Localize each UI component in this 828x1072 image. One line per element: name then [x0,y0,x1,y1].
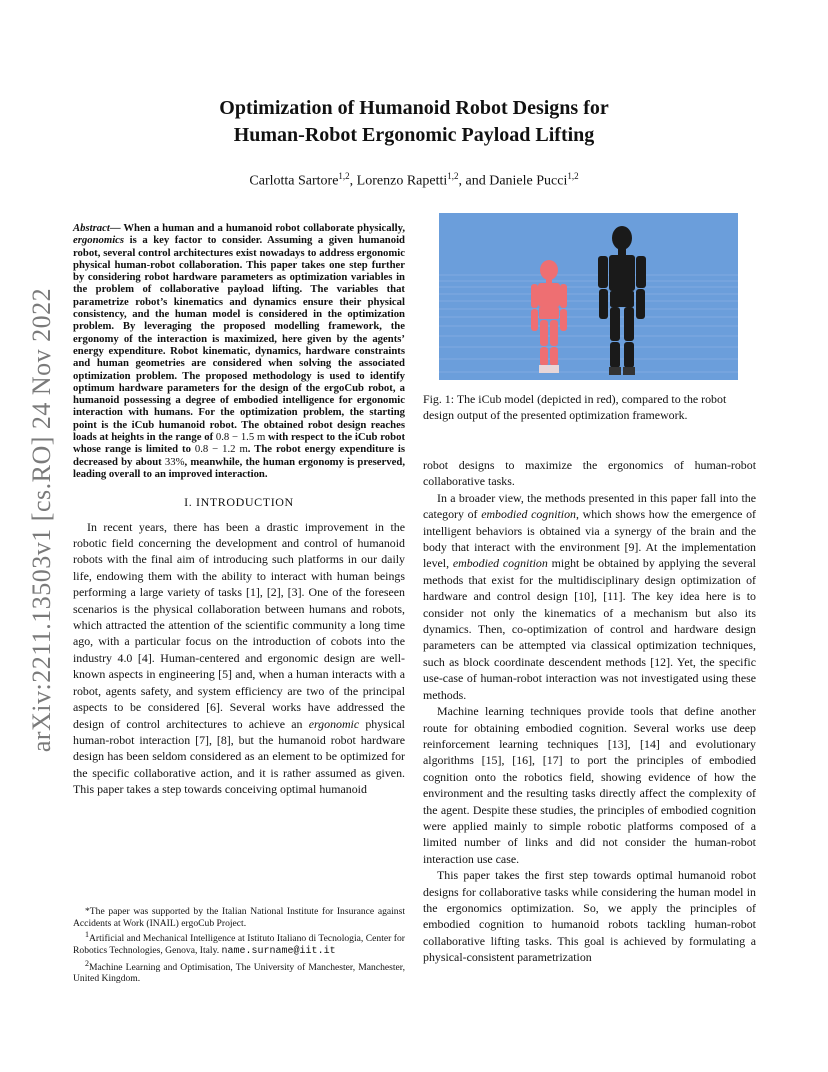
paragraph-text: In recent years, there has been a drastic improvement in the robotic field concerning the development and control of humanoid robots with the final aim of introducing such platforms in our daily life, endowing them with the ability to interact with human beings performing a large variety of tasks [1], [2], [3]. One of the foreseen scenarios is the physical collaboration between humans and robots, which attracted the attention of the scientific community a long time ago, with a particular focus on the introduction of cobots into the industry 4.0 [4]. Human-centered and ergonomic design are well-known aspects in engineering [5] and, when a human interacts with a robot, agents safety, and system efficiency are two of the principal aspects to be considered [6]. Several works have addressed the design of control architectures to achieve an [73,519,405,731]
footnote-marker: 1 [85,930,89,940]
footnote-text: Artificial and Mechanical Intelligence at Istituto Italiano di Tecnologia, Center for Robotics Technologies, Genova, Italy. [73,933,405,956]
abstract-text: , meanwhile, the human ergonomy is preserved, leading overall to an improved interaction. [73,455,405,480]
contribution-paragraph: This paper takes the first step towards optimal humanoid robot designs for collaborative tasks while considering the human model in the ergonomics optimization. So, we apply the principles of embodied cognition to humanoid robots tackling human-robot collaborative lifting tasks. This goal is achieved by formulating a physical-consistent parametrization [423,868,756,965]
title-line-2: Human-Robot Ergonomic Payload Lifting [233,124,595,146]
author-affiliation: 1,2 [338,171,350,181]
footnotes [73,906,405,985]
abstract-math: 0.8 − 1.5 m [215,431,266,444]
embodied-cognition-paragraph [423,490,756,703]
abstract-text: with respect to the iCub robot whose range is limited to [73,431,405,456]
author-list [0,171,828,190]
author-name: Carlotta Sartore [249,173,339,189]
paragraph-text: physical human-robot interaction [7], [8], but the humanoid robot hardware design has been seldom considered as an element to be optimized for the specific collaborative action, and it is rather assumed as given. This paper takes a step towards conceiving optimal humanoid [73,716,405,797]
left-column [73,222,405,798]
footnote-text: Machine Learning and Optimisation, The University of Manchester, Manchester, United Kingdom. [73,961,405,985]
title-line-1: Optimization of Humanoid Robot Designs for [219,97,609,119]
footnote-affiliation-2 [73,958,405,985]
author-affiliation: 1,2 [567,171,579,181]
paragraph-emphasis: ergonomic [308,716,360,731]
figure-robot-render [439,213,738,380]
abstract-text: — When a human and a humanoid robot collaborate physically, [109,222,405,234]
author-affiliation: 1,2 [447,171,459,181]
paper-title [0,95,828,149]
paragraph-emphasis: embodied cognition [452,556,548,571]
robot-comparison-image [439,213,738,380]
intro-paragraph [73,519,405,798]
author-name: , Lorenzo Rapetti [349,173,448,189]
paragraph-text: , which shows how the emergence of intelligent behaviors is obtained via a synergy of the brain and the body that interact with the environment [9]. At the implementation level, [423,507,756,571]
figure-caption: Fig. 1: The iCub model (depicted in red), compared to the robot design output of the presented optimization framework. [423,392,727,422]
footnote-marker: 2 [85,958,89,968]
abstract-math: 33% [164,455,185,468]
paragraph-text: In a broader view, the methods presented in this paper fall into the category of [423,490,756,522]
section-heading-introduction: I. INTRODUCTION [184,495,294,510]
right-column [423,457,756,966]
continued-paragraph: robot designs to maximize the ergonomics of human-robot collaborative tasks. [423,458,756,489]
footnote-funding: *The paper was supported by the Italian National Institute for Insurance against Accidents at Work (INAIL) ergoCub Project. [73,906,405,929]
abstract [73,222,405,480]
abstract-label: Abstract [73,222,110,234]
machine-learning-paragraph: Machine learning techniques provide tools that define another route for obtaining embodied cognition. Several works use deep reinforcement learning techniques [13], [14] and evolutionary algorithms [15], [16], [17] to port the principles of embodied cognition onto the robotics field, showing evidence of how the environment and the resulting tasks directly affect the complexity of the agent. Despite these studies, the principles of embodied cognition were applied mainly to simple robotic platforms composed of a limited number of links and did not consider the human-robot interaction use case. [423,704,756,866]
author-name: , and Daniele Pucci [458,173,568,189]
paragraph-emphasis: embodied cognition [481,507,577,522]
abstract-math: 0.8 − 1.2 m [194,443,248,456]
footnote-affiliation-1 [73,929,405,957]
arxiv-identifier: arXiv:2211.13503v1 [cs.RO] 24 Nov 2022 [27,287,56,753]
abstract-emphasis: ergonomics [73,234,125,247]
paragraph-text: might be obtained by applying the several methods that exist for the multidisciplinary design optimization of hardware and control design [10], [11]. The key idea here is to consider not only the kinematics of a mechanism but also its dynamics. Then, co-optimization of control and hardware design parameters can be attempted via classical optimization techniques, such as block coordinate descendent methods [12]. Yet, the specific use-case of human-robot interaction was not investigated using these methods. [423,556,756,702]
email-address[interactable]: name.surname@iit.it [221,945,336,957]
abstract-text: . The robot energy expenditure is decreased by about [73,443,405,468]
abstract-text: is a key factor to consider. Assuming a given humanoid robot, several control architectures exist nowadays to address ergonomic physical human-robot collaboration. This paper takes one step further by considering robot hardware parameters as optimization variables in the problem of collaborative payload lifting. The variables that parametrize robot’s kinematics and dynamics ensure their physical consistency, and the human model is considered in the optimization problem. By leveraging the proposed modelling framework, the ergonomy of the interaction is maximized, here given by the agents’ energy expenditure. Robot kinematic, dynamics, hardware constraints and human geometries are considered when solving the associated optimization problem. The proposed methodology is used to identify optimum hardware parameters for the design of the ergoCub robot, a humanoid possessing a degree of embodied intelligence for ergonomic interaction with humans. For the optimization problem, the starting point is the iCub humanoid robot. The obtained robot design reaches loads at heights in the range of [73,234,405,444]
